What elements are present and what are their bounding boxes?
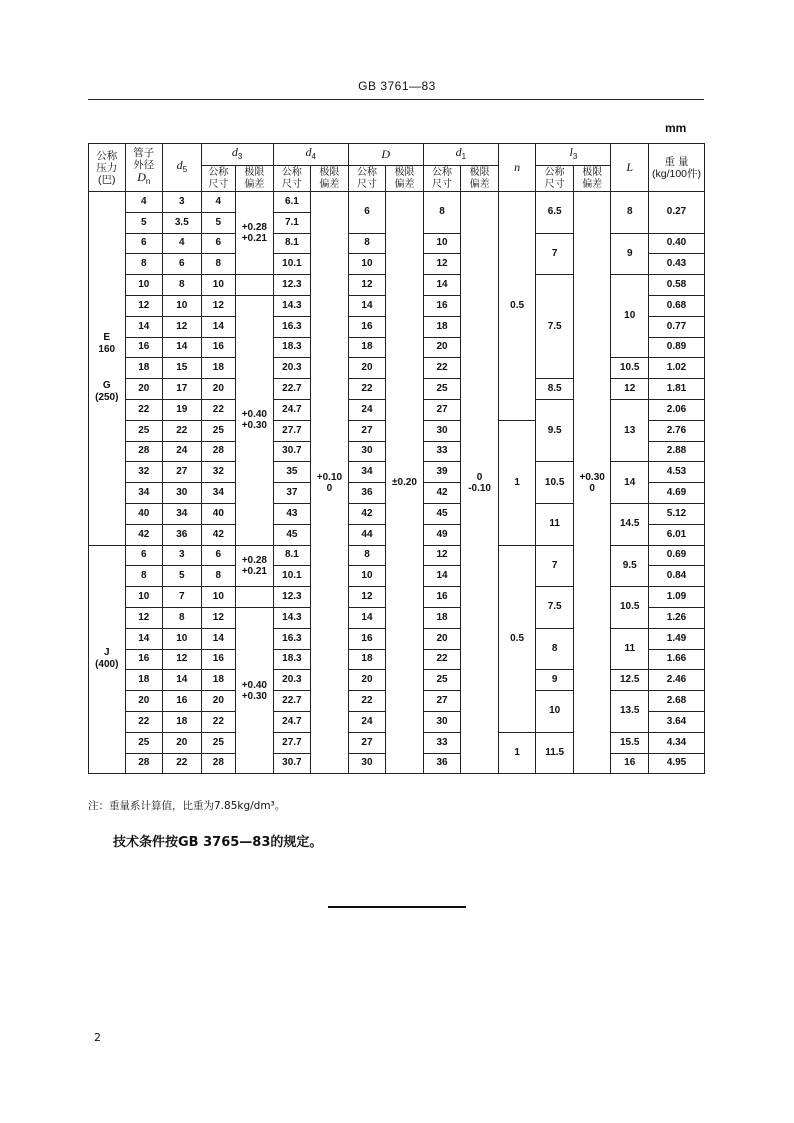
cell-D: 10 bbox=[348, 254, 386, 275]
cell-weight: 4.95 bbox=[649, 753, 705, 774]
cell-D: 18 bbox=[348, 337, 386, 358]
cell-d5: 12 bbox=[163, 316, 202, 337]
cell-d5: 19 bbox=[163, 399, 202, 420]
n-value-d: 1 bbox=[498, 732, 536, 774]
cell-d5: 12 bbox=[163, 649, 202, 670]
cell-d3: 8 bbox=[201, 566, 235, 587]
cell-weight: 4.69 bbox=[649, 483, 705, 504]
cell-d1: 49 bbox=[423, 524, 461, 545]
dimension-table bbox=[88, 143, 705, 774]
cell-d1: 33 bbox=[423, 441, 461, 462]
cell-d1: 20 bbox=[423, 337, 461, 358]
cell-weight: 1.66 bbox=[649, 649, 705, 670]
cell-d3: 28 bbox=[201, 753, 235, 774]
cell-weight: 1.09 bbox=[649, 587, 705, 608]
cell-dn: 28 bbox=[125, 753, 163, 774]
cell-d1: 14 bbox=[423, 566, 461, 587]
cell-dn: 16 bbox=[125, 649, 163, 670]
cell-d1: 20 bbox=[423, 628, 461, 649]
cell-d4: 30.7 bbox=[273, 753, 311, 774]
cell-d4: 16.3 bbox=[273, 628, 311, 649]
col-n: n bbox=[498, 144, 536, 192]
cell-L: 10 bbox=[611, 275, 649, 358]
cell-d4: 20.3 bbox=[273, 670, 311, 691]
cell-d3: 12 bbox=[201, 607, 235, 628]
cell-d5: 4 bbox=[163, 233, 202, 254]
cell-d1: 39 bbox=[423, 462, 461, 483]
n-value-b: 1 bbox=[498, 420, 536, 545]
col-weight: 重 量 (kg/100件) bbox=[649, 144, 705, 192]
cell-weight: 4.34 bbox=[649, 732, 705, 753]
cell-D: 22 bbox=[348, 691, 386, 712]
l3-nominal-header: 公称 尺寸 bbox=[536, 166, 574, 192]
d1-tolerance: 0 -0.10 bbox=[461, 192, 499, 774]
cell-D: 30 bbox=[348, 441, 386, 462]
cell-d4: 22.7 bbox=[273, 379, 311, 400]
cell-weight: 0.43 bbox=[649, 254, 705, 275]
cell-d4: 16.3 bbox=[273, 316, 311, 337]
cell-dn: 5 bbox=[125, 212, 163, 233]
cell-L: 11 bbox=[611, 628, 649, 670]
cell-D: 24 bbox=[348, 711, 386, 732]
cell-d4: 8.1 bbox=[273, 545, 311, 566]
d3-tolerance-blank bbox=[236, 275, 274, 296]
cell-d5: 34 bbox=[163, 503, 202, 524]
cell-d3: 14 bbox=[201, 316, 235, 337]
cell-weight: 3.64 bbox=[649, 711, 705, 732]
cell-D: 6 bbox=[348, 192, 386, 234]
cell-d4: 27.7 bbox=[273, 420, 311, 441]
cell-d4: 18.3 bbox=[273, 337, 311, 358]
cell-L: 10.5 bbox=[611, 587, 649, 629]
d3-nominal-header: 公称 尺寸 bbox=[201, 166, 235, 192]
cell-d4: 24.7 bbox=[273, 711, 311, 732]
cell-d1: 18 bbox=[423, 316, 461, 337]
cell-d1: 30 bbox=[423, 420, 461, 441]
cell-L: 16 bbox=[611, 753, 649, 774]
cell-d1: 22 bbox=[423, 649, 461, 670]
cell-d4: 45 bbox=[273, 524, 311, 545]
cell-d5: 3.5 bbox=[163, 212, 202, 233]
cell-d1: 18 bbox=[423, 607, 461, 628]
cell-weight: 2.68 bbox=[649, 691, 705, 712]
cell-d5: 24 bbox=[163, 441, 202, 462]
cell-dn: 22 bbox=[125, 399, 163, 420]
cell-l3: 6.5 bbox=[536, 192, 574, 234]
cell-weight: 2.76 bbox=[649, 420, 705, 441]
col-l3: $l_3$ bbox=[536, 144, 611, 166]
cell-d3: 16 bbox=[201, 337, 235, 358]
cell-d3: 25 bbox=[201, 420, 235, 441]
cell-l3: 8.5 bbox=[536, 379, 574, 400]
cell-d5: 8 bbox=[163, 275, 202, 296]
cell-d1: 10 bbox=[423, 233, 461, 254]
unit-label: mm bbox=[665, 121, 687, 135]
cell-d1: 16 bbox=[423, 587, 461, 608]
header-rule bbox=[88, 99, 704, 100]
cell-l3: 8 bbox=[536, 628, 574, 670]
cell-weight: 0.69 bbox=[649, 545, 705, 566]
l3-tolerance: +0.30 0 bbox=[573, 192, 611, 774]
cell-d4: 6.1 bbox=[273, 192, 311, 213]
cell-d3: 18 bbox=[201, 670, 235, 691]
cell-L: 13 bbox=[611, 399, 649, 461]
cell-l3: 7 bbox=[536, 233, 574, 275]
cell-d3: 18 bbox=[201, 358, 235, 379]
cell-dn: 22 bbox=[125, 711, 163, 732]
cell-dn: 32 bbox=[125, 462, 163, 483]
cell-d1: 12 bbox=[423, 545, 461, 566]
cell-d4: 10.1 bbox=[273, 254, 311, 275]
cell-d1: 42 bbox=[423, 483, 461, 504]
cell-d5: 8 bbox=[163, 607, 202, 628]
cell-d5: 7 bbox=[163, 587, 202, 608]
cell-d4: 20.3 bbox=[273, 358, 311, 379]
cell-weight: 1.26 bbox=[649, 607, 705, 628]
cell-d5: 14 bbox=[163, 670, 202, 691]
cell-D: 24 bbox=[348, 399, 386, 420]
cell-weight: 2.46 bbox=[649, 670, 705, 691]
cell-L: 13.5 bbox=[611, 691, 649, 733]
document-header: GB 3761—83 bbox=[358, 79, 436, 93]
cell-D: 30 bbox=[348, 753, 386, 774]
d3-tolerance-c: +0.28 +0.21 bbox=[236, 545, 274, 587]
cell-D: 10 bbox=[348, 566, 386, 587]
cell-dn: 25 bbox=[125, 732, 163, 753]
cell-d4: 30.7 bbox=[273, 441, 311, 462]
cell-L: 15.5 bbox=[611, 732, 649, 753]
cell-L: 8 bbox=[611, 192, 649, 234]
cell-d5: 15 bbox=[163, 358, 202, 379]
cell-d4: 37 bbox=[273, 483, 311, 504]
cell-l3: 7 bbox=[536, 545, 574, 587]
cell-dn: 6 bbox=[125, 545, 163, 566]
cell-D: 16 bbox=[348, 628, 386, 649]
pressure-group-eg: E 160 G (250) bbox=[89, 192, 126, 546]
cell-d1: 14 bbox=[423, 275, 461, 296]
cell-d4: 10.1 bbox=[273, 566, 311, 587]
cell-dn: 6 bbox=[125, 233, 163, 254]
cell-d3: 6 bbox=[201, 233, 235, 254]
cell-d3: 34 bbox=[201, 483, 235, 504]
cell-d1: 27 bbox=[423, 691, 461, 712]
cell-dn: 8 bbox=[125, 566, 163, 587]
cell-dn: 12 bbox=[125, 607, 163, 628]
cell-d5: 5 bbox=[163, 566, 202, 587]
cell-d3: 6 bbox=[201, 545, 235, 566]
cell-l3: 9.5 bbox=[536, 399, 574, 461]
cell-dn: 20 bbox=[125, 691, 163, 712]
cell-L: 9 bbox=[611, 233, 649, 275]
cell-d1: 12 bbox=[423, 254, 461, 275]
cell-d3: 28 bbox=[201, 441, 235, 462]
cell-d3: 10 bbox=[201, 587, 235, 608]
cell-d1: 33 bbox=[423, 732, 461, 753]
d3-tolerance-b: +0.40 +0.30 bbox=[236, 295, 274, 545]
cell-d5: 10 bbox=[163, 295, 202, 316]
cell-d3: 25 bbox=[201, 732, 235, 753]
cell-l3: 9 bbox=[536, 670, 574, 691]
cell-D: 27 bbox=[348, 420, 386, 441]
cell-d5: 17 bbox=[163, 379, 202, 400]
cell-dn: 18 bbox=[125, 358, 163, 379]
D-tolerance-header: 极限 偏差 bbox=[386, 166, 424, 192]
cell-d3: 5 bbox=[201, 212, 235, 233]
cell-weight: 0.89 bbox=[649, 337, 705, 358]
cell-d5: 3 bbox=[163, 545, 202, 566]
cell-d5: 10 bbox=[163, 628, 202, 649]
cell-d1: 16 bbox=[423, 295, 461, 316]
cell-d1: 45 bbox=[423, 503, 461, 524]
cell-dn: 18 bbox=[125, 670, 163, 691]
d3-tolerance-d: +0.40 +0.30 bbox=[236, 607, 274, 773]
cell-D: 12 bbox=[348, 275, 386, 296]
cell-dn: 28 bbox=[125, 441, 163, 462]
cell-d1: 25 bbox=[423, 379, 461, 400]
cell-l3: 7.5 bbox=[536, 275, 574, 379]
cell-dn: 14 bbox=[125, 628, 163, 649]
cell-D: 8 bbox=[348, 233, 386, 254]
cell-dn: 4 bbox=[125, 192, 163, 213]
cell-weight: 1.49 bbox=[649, 628, 705, 649]
col-L: L bbox=[611, 144, 649, 192]
cell-D: 16 bbox=[348, 316, 386, 337]
cell-D: 42 bbox=[348, 503, 386, 524]
cell-d3: 20 bbox=[201, 691, 235, 712]
cell-dn: 25 bbox=[125, 420, 163, 441]
cell-L: 10.5 bbox=[611, 358, 649, 379]
cell-d5: 16 bbox=[163, 691, 202, 712]
cell-d4: 35 bbox=[273, 462, 311, 483]
page-number: 2 bbox=[94, 1031, 101, 1044]
d4-tolerance: +0.10 0 bbox=[311, 192, 349, 774]
cell-d3: 22 bbox=[201, 399, 235, 420]
cell-d5: 3 bbox=[163, 192, 202, 213]
cell-d5: 36 bbox=[163, 524, 202, 545]
cell-d4: 12.3 bbox=[273, 275, 311, 296]
cell-weight: 0.40 bbox=[649, 233, 705, 254]
cell-weight: 2.06 bbox=[649, 399, 705, 420]
cell-L: 9.5 bbox=[611, 545, 649, 587]
cell-d5: 30 bbox=[163, 483, 202, 504]
cell-d1: 22 bbox=[423, 358, 461, 379]
cell-d1: 30 bbox=[423, 711, 461, 732]
cell-weight: 2.88 bbox=[649, 441, 705, 462]
cell-d5: 18 bbox=[163, 711, 202, 732]
cell-L: 12.5 bbox=[611, 670, 649, 691]
cell-weight: 0.27 bbox=[649, 192, 705, 234]
cell-l3: 10.5 bbox=[536, 462, 574, 504]
cell-dn: 10 bbox=[125, 587, 163, 608]
d3-tolerance-a: +0.28 +0.21 bbox=[236, 192, 274, 275]
cell-weight: 6.01 bbox=[649, 524, 705, 545]
footnote: 注：重量系计算值，比重为7.85kg/dm³。 bbox=[88, 800, 286, 812]
col-d1: $d_1$ bbox=[423, 144, 498, 166]
cell-l3: 11 bbox=[536, 503, 574, 545]
cell-D: 14 bbox=[348, 295, 386, 316]
d1-nominal-header: 公称 尺寸 bbox=[423, 166, 461, 192]
cell-d1: 36 bbox=[423, 753, 461, 774]
cell-D: 12 bbox=[348, 587, 386, 608]
cell-d4: 14.3 bbox=[273, 295, 311, 316]
cell-d5: 22 bbox=[163, 753, 202, 774]
col-d3: $d_3$ bbox=[201, 144, 273, 166]
cell-D: 18 bbox=[348, 649, 386, 670]
pressure-group-j: J (400) bbox=[89, 545, 126, 774]
cell-d3: 4 bbox=[201, 192, 235, 213]
cell-D: 27 bbox=[348, 732, 386, 753]
cell-d4: 8.1 bbox=[273, 233, 311, 254]
cell-d4: 14.3 bbox=[273, 607, 311, 628]
cell-d3: 42 bbox=[201, 524, 235, 545]
n-value-a: 0.5 bbox=[498, 192, 536, 421]
cell-d5: 22 bbox=[163, 420, 202, 441]
cell-weight: 1.02 bbox=[649, 358, 705, 379]
col-tube-od: 管子 外径 $D_n$ bbox=[125, 144, 163, 192]
cell-dn: 20 bbox=[125, 379, 163, 400]
cell-d5: 14 bbox=[163, 337, 202, 358]
cell-weight: 0.58 bbox=[649, 275, 705, 296]
d1-tolerance-header: 极限 偏差 bbox=[461, 166, 499, 192]
end-rule bbox=[328, 906, 466, 908]
d4-tolerance-header: 极限 偏差 bbox=[311, 166, 349, 192]
l3-tolerance-header: 极限 偏差 bbox=[573, 166, 611, 192]
cell-d4: 22.7 bbox=[273, 691, 311, 712]
cell-weight: 1.81 bbox=[649, 379, 705, 400]
cell-dn: 14 bbox=[125, 316, 163, 337]
cell-d5: 27 bbox=[163, 462, 202, 483]
d3-tolerance-blank bbox=[236, 587, 274, 608]
cell-D: 44 bbox=[348, 524, 386, 545]
cell-weight: 4.53 bbox=[649, 462, 705, 483]
cell-d5: 6 bbox=[163, 254, 202, 275]
technical-conditions: 技术条件按GB 3765—83的规定。 bbox=[113, 835, 323, 850]
cell-weight: 0.77 bbox=[649, 316, 705, 337]
cell-d3: 22 bbox=[201, 711, 235, 732]
d4-nominal-header: 公称 尺寸 bbox=[273, 166, 311, 192]
cell-d4: 18.3 bbox=[273, 649, 311, 670]
cell-weight: 0.84 bbox=[649, 566, 705, 587]
cell-weight: 0.68 bbox=[649, 295, 705, 316]
cell-dn: 40 bbox=[125, 503, 163, 524]
cell-d3: 20 bbox=[201, 379, 235, 400]
cell-dn: 8 bbox=[125, 254, 163, 275]
col-d5: $d_5$ bbox=[163, 144, 202, 192]
cell-D: 20 bbox=[348, 358, 386, 379]
cell-weight: 5.12 bbox=[649, 503, 705, 524]
cell-d3: 10 bbox=[201, 275, 235, 296]
n-value-c: 0.5 bbox=[498, 545, 536, 732]
cell-d1: 27 bbox=[423, 399, 461, 420]
cell-dn: 34 bbox=[125, 483, 163, 504]
cell-d1: 25 bbox=[423, 670, 461, 691]
cell-d3: 12 bbox=[201, 295, 235, 316]
cell-d4: 24.7 bbox=[273, 399, 311, 420]
col-pressure: 公称 压力 (巴) bbox=[89, 144, 126, 192]
cell-d3: 40 bbox=[201, 503, 235, 524]
cell-d4: 43 bbox=[273, 503, 311, 524]
cell-D: 20 bbox=[348, 670, 386, 691]
cell-d3: 32 bbox=[201, 462, 235, 483]
cell-D: 8 bbox=[348, 545, 386, 566]
cell-dn: 12 bbox=[125, 295, 163, 316]
cell-D: 22 bbox=[348, 379, 386, 400]
cell-l3: 7.5 bbox=[536, 587, 574, 629]
cell-d5: 20 bbox=[163, 732, 202, 753]
cell-l3: 10 bbox=[536, 691, 574, 733]
D-nominal-header: 公称 尺寸 bbox=[348, 166, 386, 192]
cell-d4: 12.3 bbox=[273, 587, 311, 608]
cell-L: 12 bbox=[611, 379, 649, 400]
cell-d3: 16 bbox=[201, 649, 235, 670]
cell-d4: 7.1 bbox=[273, 212, 311, 233]
cell-D: 34 bbox=[348, 462, 386, 483]
cell-D: 36 bbox=[348, 483, 386, 504]
cell-l3: 11.5 bbox=[536, 732, 574, 774]
cell-D: 14 bbox=[348, 607, 386, 628]
cell-dn: 42 bbox=[125, 524, 163, 545]
cell-d3: 8 bbox=[201, 254, 235, 275]
cell-L: 14.5 bbox=[611, 503, 649, 545]
table-row bbox=[89, 192, 705, 213]
cell-d1: 8 bbox=[423, 192, 461, 234]
col-d4: $d_4$ bbox=[273, 144, 348, 166]
cell-d3: 14 bbox=[201, 628, 235, 649]
D-tolerance: ±0.20 bbox=[386, 192, 424, 774]
cell-dn: 10 bbox=[125, 275, 163, 296]
cell-dn: 16 bbox=[125, 337, 163, 358]
cell-d4: 27.7 bbox=[273, 732, 311, 753]
col-D: D bbox=[348, 144, 423, 166]
cell-L: 14 bbox=[611, 462, 649, 504]
d3-tolerance-header: 极限 偏差 bbox=[236, 166, 274, 192]
